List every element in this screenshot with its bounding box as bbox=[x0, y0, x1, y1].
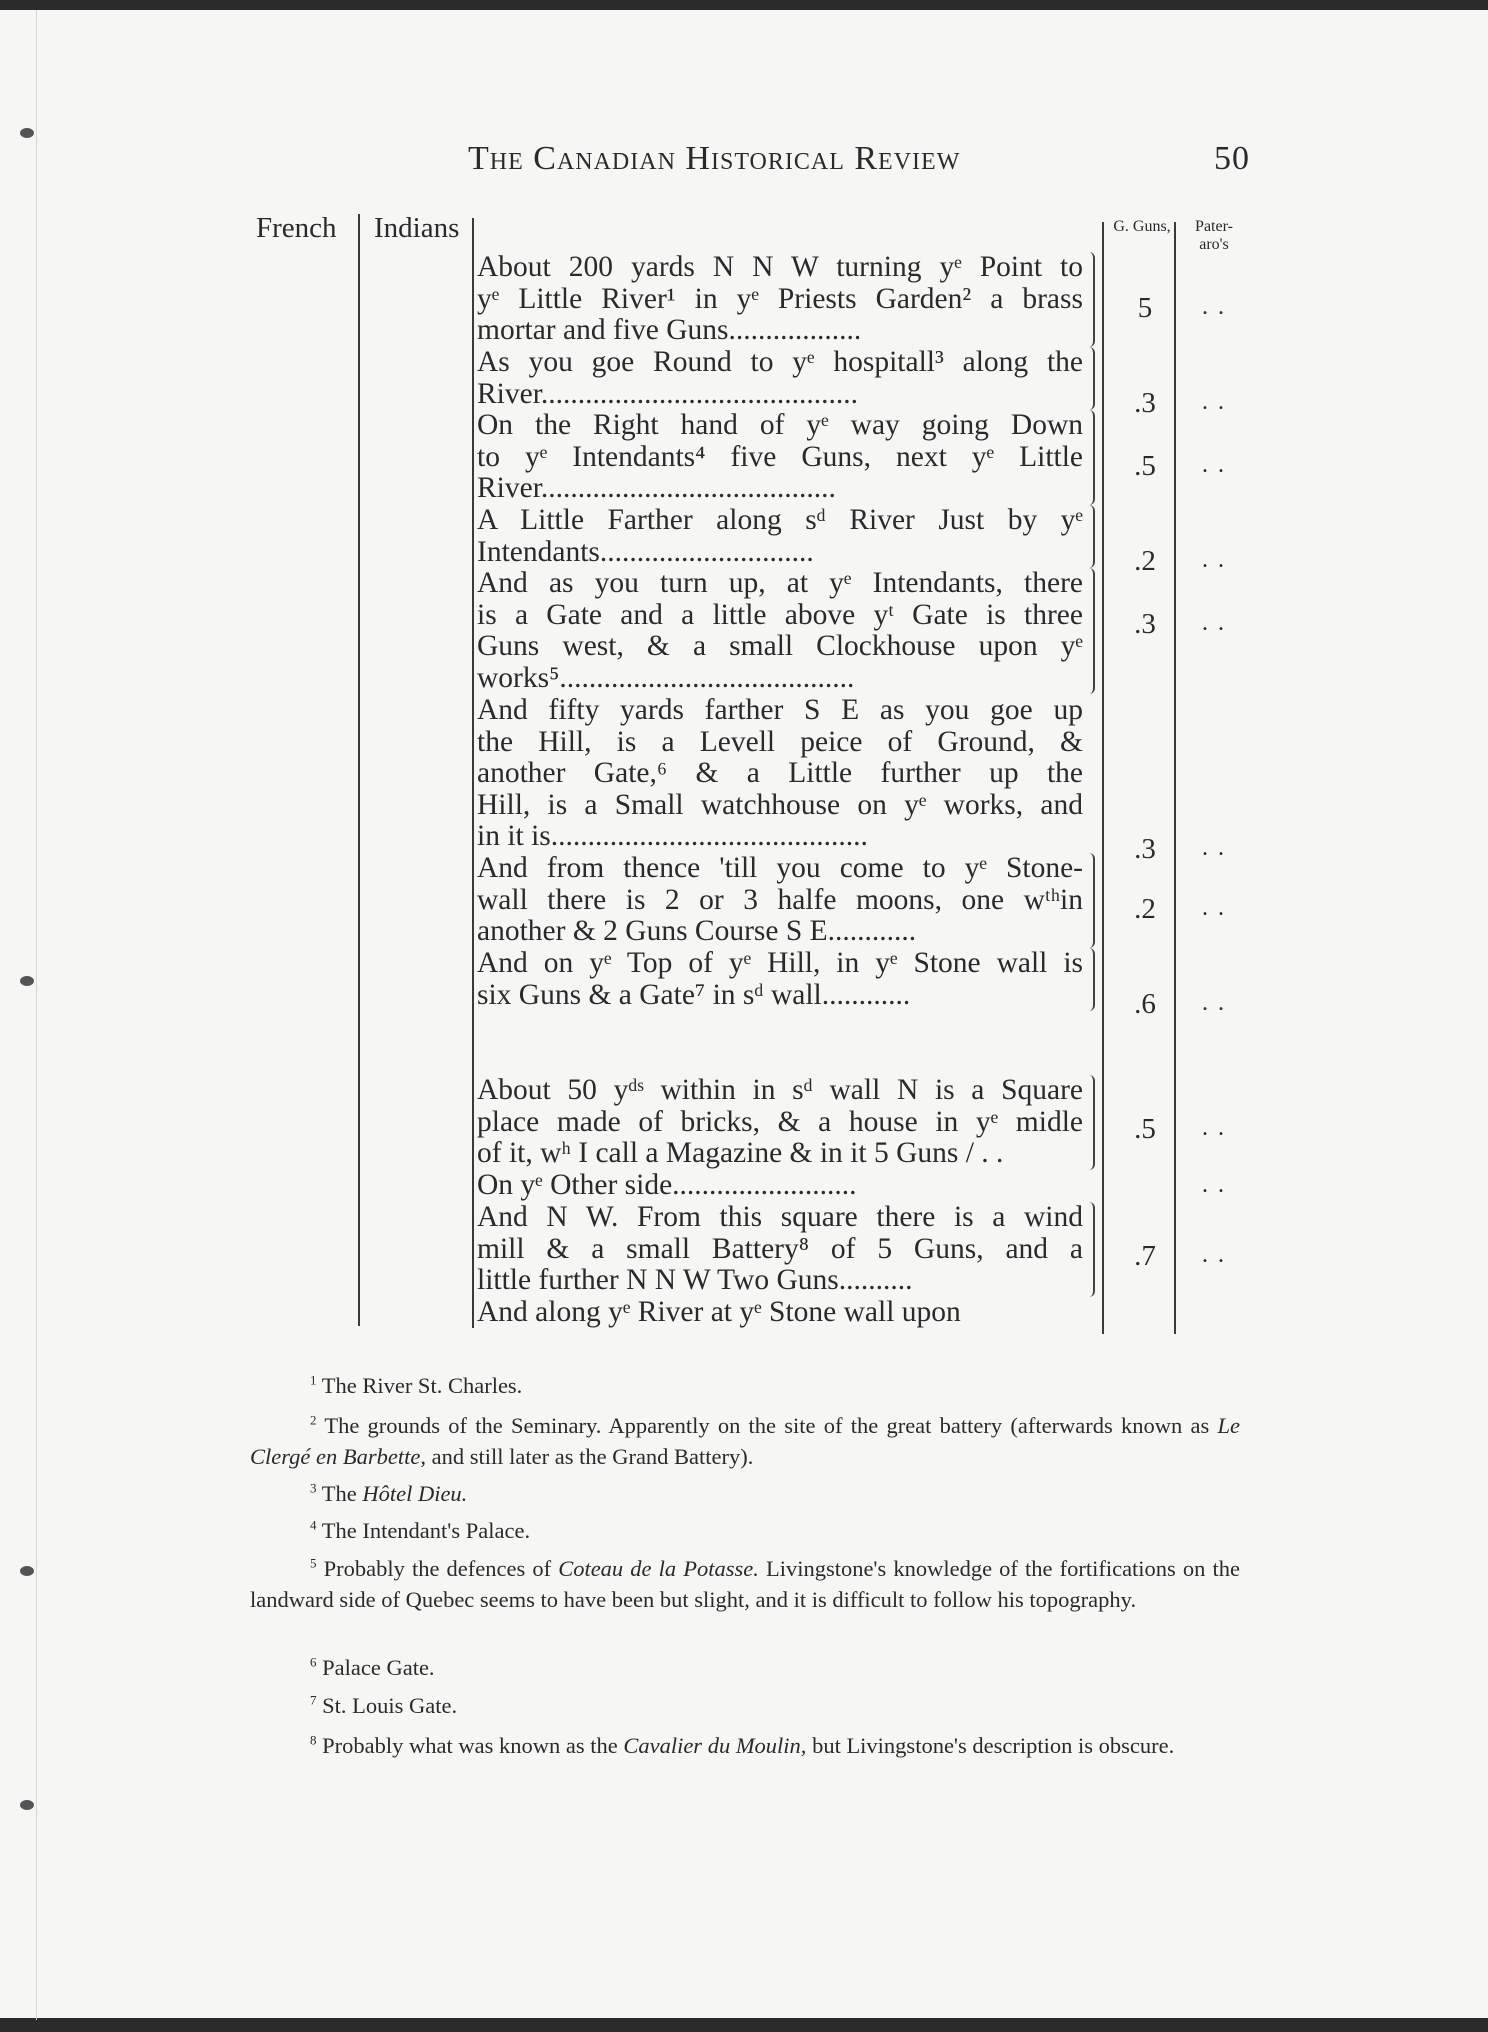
table-row bbox=[477, 252, 1083, 347]
footnote bbox=[250, 1515, 1240, 1546]
footnote-text: The Intendant's Palace. bbox=[321, 1518, 531, 1543]
scan-top-border bbox=[0, 0, 1488, 10]
row-text-line: yᵉ Little River¹ in yᵉ Priests Garden² a brass bbox=[477, 283, 1083, 315]
column-rule bbox=[1102, 222, 1104, 1334]
footnote-italic: Coteau de la Potasse. bbox=[558, 1556, 759, 1581]
row-text-line: River........................................... bbox=[477, 378, 859, 410]
guns-count: .2 bbox=[1134, 893, 1156, 925]
footnote-text-cont: but Livingstone's description is obscure. bbox=[806, 1733, 1175, 1758]
column-rule bbox=[472, 218, 474, 1328]
column-rule bbox=[358, 214, 360, 1326]
row-text-line: is a Gate and a little above yᵗ Gate is three bbox=[477, 599, 1083, 631]
row-text-line: About 200 yards N N W turning yᵉ Point to bbox=[477, 252, 1083, 283]
footnote-mark: 6 bbox=[310, 1654, 317, 1670]
guns-count: 5 bbox=[1137, 292, 1153, 324]
guns-count: .3 bbox=[1134, 387, 1156, 419]
row-text-line: in it is........................................... bbox=[477, 821, 868, 852]
row-brace bbox=[1087, 853, 1095, 948]
row-text-line: works⁵........................................ bbox=[477, 662, 855, 694]
row-brace bbox=[1087, 252, 1095, 347]
footnote-mark: 7 bbox=[310, 1692, 317, 1708]
footnote bbox=[250, 1730, 1240, 1761]
page-number: 50 bbox=[1214, 140, 1250, 177]
footnote bbox=[250, 1553, 1240, 1615]
footnote-mark: 8 bbox=[310, 1732, 317, 1748]
column-header-pateraros: Pater- aro's bbox=[1195, 218, 1233, 253]
footnote bbox=[250, 1370, 1240, 1401]
row-text-line: Hill, is a Small watchhouse on yᵉ works, and bbox=[477, 789, 1083, 821]
scan-bottom-border bbox=[0, 2018, 1488, 2032]
row-brace bbox=[1087, 347, 1095, 410]
footnote-mark: 4 bbox=[310, 1517, 317, 1533]
footnote bbox=[250, 1652, 1240, 1683]
table-row bbox=[477, 853, 1083, 948]
column-header-french: French bbox=[256, 212, 337, 244]
guns-count: .3 bbox=[1134, 608, 1156, 640]
row-text-line: And N W. From this square there is a wind bbox=[477, 1202, 1083, 1233]
row-text-line: wall there is 2 or 3 halfe moons, one wᵗʰin bbox=[477, 884, 1083, 916]
column-header-g-guns: G. Guns, bbox=[1113, 218, 1171, 235]
pateraros-value: . . bbox=[1202, 990, 1226, 1016]
row-text-line: And from thence 'till you come to yᵉ Stone- bbox=[477, 853, 1083, 884]
table-row bbox=[477, 1170, 1083, 1202]
guns-count: .5 bbox=[1134, 450, 1156, 482]
pateraros-value: . . bbox=[1202, 389, 1226, 415]
page-edge-line bbox=[36, 10, 37, 2020]
row-text-line: six Guns & a Gate⁷ in sᵈ wall............ bbox=[477, 979, 911, 1011]
row-text-line: River........................................ bbox=[477, 473, 836, 504]
row-text-line: mortar and five Guns.................. bbox=[477, 315, 862, 346]
row-text-line: little further N N W Two Guns.......... bbox=[477, 1265, 913, 1296]
table-row bbox=[477, 1202, 1083, 1297]
row-text-line: another Gate,⁶ & a Little further up the bbox=[477, 758, 1083, 789]
scan-artifact bbox=[20, 1800, 34, 1810]
table-row bbox=[477, 410, 1083, 505]
row-text-line: About 50 yᵈˢ within in sᵈ wall N is a Square bbox=[477, 1075, 1083, 1106]
table-row bbox=[477, 948, 1083, 1011]
pateraros-value: . . bbox=[1202, 835, 1226, 861]
footnote-mark: 2 bbox=[310, 1412, 317, 1428]
row-text-line: And as you turn up, at yᵉ Intendants, there bbox=[477, 568, 1083, 599]
pateraros-value: . . bbox=[1202, 1172, 1226, 1198]
pateraros-value: . . bbox=[1202, 452, 1226, 478]
row-text-line: A Little Farther along sᵈ River Just by yᵉ bbox=[477, 505, 1083, 536]
table-row bbox=[477, 505, 1083, 568]
row-brace bbox=[1087, 505, 1095, 568]
pateraros-value: . . bbox=[1202, 294, 1226, 320]
row-text-line: mill & a small Battery⁸ of 5 Guns, and a bbox=[477, 1233, 1083, 1265]
scan-artifact bbox=[20, 128, 34, 138]
row-brace bbox=[1087, 1075, 1095, 1170]
footnote bbox=[250, 1690, 1240, 1721]
scan-artifact bbox=[20, 1566, 34, 1576]
row-text-line: place made of bricks, & a house in yᵉ midle bbox=[477, 1106, 1083, 1138]
pateraros-value: . . bbox=[1202, 1115, 1226, 1141]
row-text-line: to yᵉ Intendants⁴ five Guns, next yᵉ Little bbox=[477, 441, 1083, 473]
footnote-text: Palace Gate. bbox=[322, 1655, 435, 1680]
guns-count: .3 bbox=[1134, 833, 1156, 865]
table-row bbox=[477, 1297, 1083, 1329]
row-brace bbox=[1087, 568, 1095, 694]
pateraros-value: . . bbox=[1202, 547, 1226, 573]
footnote-italic: Hôtel Dieu. bbox=[362, 1481, 468, 1506]
footnote-text: The bbox=[321, 1481, 363, 1506]
row-text-line: And fifty yards farther S E as you goe up bbox=[477, 695, 1083, 726]
pateraros-value: . . bbox=[1202, 895, 1226, 921]
pateraros-value: . . bbox=[1202, 610, 1226, 636]
scan-artifact bbox=[20, 976, 34, 986]
footnote-text-cont: Livingstone's knowledge of the fortifications on the landward side of Quebec seems to have been but slight, and it is difficult to follow his topography. bbox=[250, 1556, 1240, 1612]
footnote bbox=[250, 1478, 1240, 1509]
guns-count: .6 bbox=[1134, 988, 1156, 1020]
footnote-text: St. Louis Gate. bbox=[322, 1693, 458, 1718]
row-brace bbox=[1087, 410, 1095, 505]
footnote-italic: Le Clergé en Barbette, bbox=[250, 1413, 1240, 1469]
table-row bbox=[477, 1075, 1083, 1170]
row-text-line: On yᵉ Other side......................... bbox=[477, 1170, 857, 1201]
row-brace bbox=[1087, 948, 1095, 1011]
row-text-line: As you goe Round to yᵉ hospitall³ along the bbox=[477, 347, 1083, 378]
column-header-indians: Indians bbox=[374, 212, 460, 244]
footnote-text: The River St. Charles. bbox=[321, 1373, 523, 1398]
row-text-line: And on yᵉ Top of yᵉ Hill, in yᵉ Stone wall is bbox=[477, 948, 1083, 979]
footnote bbox=[250, 1410, 1240, 1472]
row-text-line: the Hill, is a Levell peice of Ground, & bbox=[477, 726, 1083, 758]
row-text-line: And along yᵉ River at yᵉ Stone wall upon bbox=[477, 1297, 961, 1328]
footnote-text: Probably the defences of bbox=[323, 1556, 559, 1581]
table-row bbox=[477, 568, 1083, 694]
footnote-text-cont: and still later as the Grand Battery). bbox=[426, 1444, 754, 1469]
table-row bbox=[477, 695, 1083, 853]
table-row bbox=[477, 347, 1083, 410]
footnote-mark: 5 bbox=[310, 1555, 317, 1571]
footnote-mark: 3 bbox=[310, 1480, 317, 1496]
row-text-line: of it, wʰ I call a Magazine & in it 5 Guns / . . bbox=[477, 1138, 1004, 1169]
journal-title: The Canadian Historical Review bbox=[468, 140, 961, 177]
row-text-line: Guns west, & a small Clockhouse upon yᵉ bbox=[477, 631, 1083, 662]
row-text-line: another & 2 Guns Course S E............ bbox=[477, 916, 917, 947]
footnote-italic: Cavalier du Moulin, bbox=[623, 1733, 807, 1758]
footnote-mark: 1 bbox=[310, 1372, 317, 1388]
guns-count: .2 bbox=[1134, 545, 1156, 577]
row-text-line: Intendants............................. bbox=[477, 536, 814, 568]
footnote-text: The grounds of the Seminary. Apparently on the site of the great battery (afterwards known as bbox=[324, 1413, 1218, 1438]
footnote-text: Probably what was known as the bbox=[322, 1733, 624, 1758]
guns-count: .7 bbox=[1134, 1240, 1156, 1272]
pateraros-value: . . bbox=[1202, 1242, 1226, 1268]
row-text-line: On the Right hand of yᵉ way going Down bbox=[477, 410, 1083, 441]
row-brace bbox=[1087, 1202, 1095, 1297]
guns-count: .5 bbox=[1134, 1113, 1156, 1145]
